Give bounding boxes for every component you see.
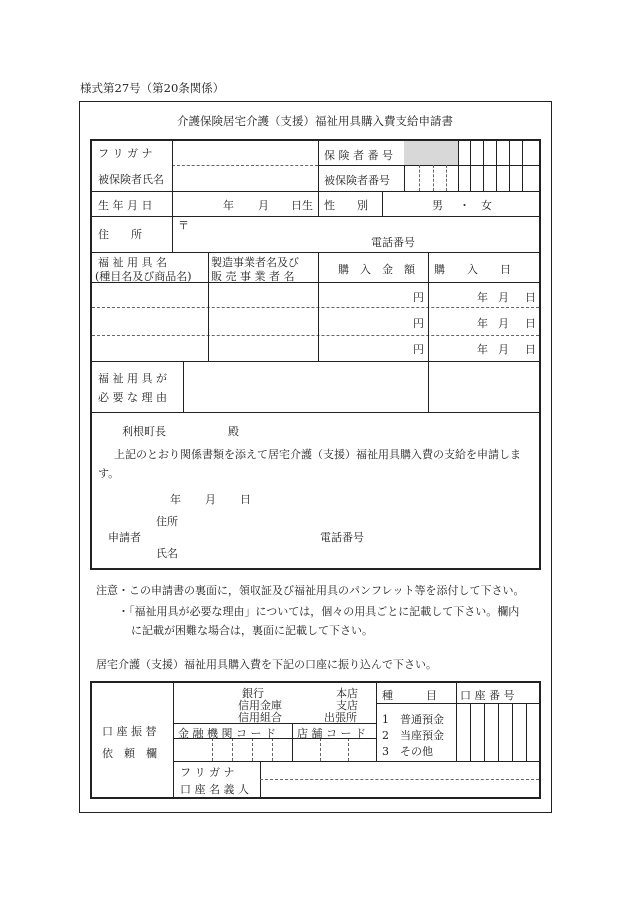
date-day-2: 日 <box>525 317 536 330</box>
purchase-date-header: 購 入 日 <box>434 263 511 276</box>
date-month-2: 月 <box>498 317 509 330</box>
reason-label-line2: 必 要 な 理 由 <box>98 391 167 404</box>
address-label: 住 所 <box>98 228 142 241</box>
applicant-label: 申請者 <box>108 531 141 544</box>
maker-header: 製造事業者名及び <box>211 256 299 269</box>
applicant-address-label: 住所 <box>156 515 178 528</box>
date-year-2: 年 <box>477 317 488 330</box>
birth-day-unit: 日生 <box>291 199 313 212</box>
amount-header: 購 入 金 額 <box>338 263 415 276</box>
reason-label-line1: 福 祉 用 具 が <box>98 372 167 385</box>
request-date-month: 月 <box>205 493 216 506</box>
holder-furigana-label: フ リ ガ ナ <box>180 766 235 779</box>
date-year-3: 年 <box>477 343 488 356</box>
applicant-phone-label: 電話番号 <box>320 531 364 544</box>
amount-yen-1: 円 <box>413 291 424 304</box>
account-number-label: 口 座 番 号 <box>460 689 515 702</box>
item-name-subheader: (種目名及び商品名) <box>95 270 192 283</box>
insured-number-label: 被保険者番号 <box>324 174 390 187</box>
amount-yen-2: 円 <box>413 317 424 330</box>
furigana-label: フ リ ガ ナ <box>98 147 153 160</box>
applicant-name-label: 氏名 <box>156 547 178 560</box>
bank-account-table <box>90 681 541 799</box>
date-day-3: 日 <box>525 343 536 356</box>
date-year-1: 年 <box>477 291 488 304</box>
sex-male[interactable]: 男 <box>432 199 443 212</box>
branch-type-main: 本店 <box>336 687 358 700</box>
transfer-instruction: 居宅介護（支援）福祉用具購入費を下記の口座に振り込んで下さい。 <box>96 658 437 671</box>
date-month-3: 月 <box>498 343 509 356</box>
sex-label: 性 別 <box>324 199 368 212</box>
note-reason-line2: に記載が困難な場合は，裏面に記載して下さい。 <box>131 624 373 637</box>
account-holder-label: 口 座 名 義 人 <box>180 783 249 796</box>
addressee: 利根町長 <box>122 425 166 438</box>
bank-type-bank: 銀行 <box>242 687 264 700</box>
birthdate-label: 生 年 月 日 <box>98 199 153 212</box>
application-table <box>90 139 541 570</box>
account-type-ordinary[interactable]: 1 普通預金 <box>382 713 444 726</box>
date-month-1: 月 <box>498 291 509 304</box>
institution-code-label: 金 融 機 関 コ ー ド <box>178 727 276 740</box>
transfer-section-line2: 依 頼 欄 <box>102 747 157 760</box>
birth-year-unit: 年 <box>223 199 234 212</box>
sex-female[interactable]: 女 <box>481 199 492 212</box>
transfer-section-line1: 口 座 振 替 <box>102 725 157 738</box>
request-date-day: 日 <box>240 493 251 506</box>
account-type-current[interactable]: 2 当座預金 <box>382 729 444 742</box>
note-attachments: 注意・この申請書の裏面に，領収証及び福祉用具のパンフレット等を添付して下さい。 <box>96 584 525 597</box>
bank-type-credit-bank: 信用金庫 <box>238 699 282 712</box>
insured-name-label: 被保険者氏名 <box>98 173 164 186</box>
request-text-line1: 上記のとおり関係書類を添えて居宅介護（支援）福祉用具購入費の支給を申請しま <box>114 448 521 461</box>
bank-type-credit-union: 信用組合 <box>238 711 282 724</box>
request-text-line2: す。 <box>98 467 120 480</box>
item-name-header: 福 祉 用 具 名 <box>98 256 167 269</box>
form-number: 様式第27号（第20条関係） <box>80 81 225 95</box>
note-reason-line1: ・「福祉用具が必要な理由」については，個々の用具ごとに記載して下さい。欄内 <box>118 605 520 618</box>
account-type-label: 種 目 <box>382 689 437 702</box>
birth-month-unit: 月 <box>258 199 269 212</box>
seller-header: 販 売 事 業 者 名 <box>211 270 295 283</box>
date-day-1: 日 <box>525 291 536 304</box>
branch-type-office: 出張所 <box>324 711 357 724</box>
honorific: 殿 <box>228 425 239 438</box>
postal-mark: 〒 <box>178 219 189 232</box>
phone-label: 電話番号 <box>371 236 415 249</box>
insurer-number-label: 保 険 者 番 号 <box>324 149 393 162</box>
request-date-year: 年 <box>170 493 181 506</box>
account-type-other[interactable]: 3 その他 <box>382 745 433 758</box>
page-title: 介護保険居宅介護（支援）福祉用具購入費支給申請書 <box>177 114 453 128</box>
branch-type-branch: 支店 <box>336 699 358 712</box>
branch-code-label: 店 舗 コ ー ド <box>297 727 366 740</box>
amount-yen-3: 円 <box>413 343 424 356</box>
sex-separator: ・ <box>459 199 470 212</box>
